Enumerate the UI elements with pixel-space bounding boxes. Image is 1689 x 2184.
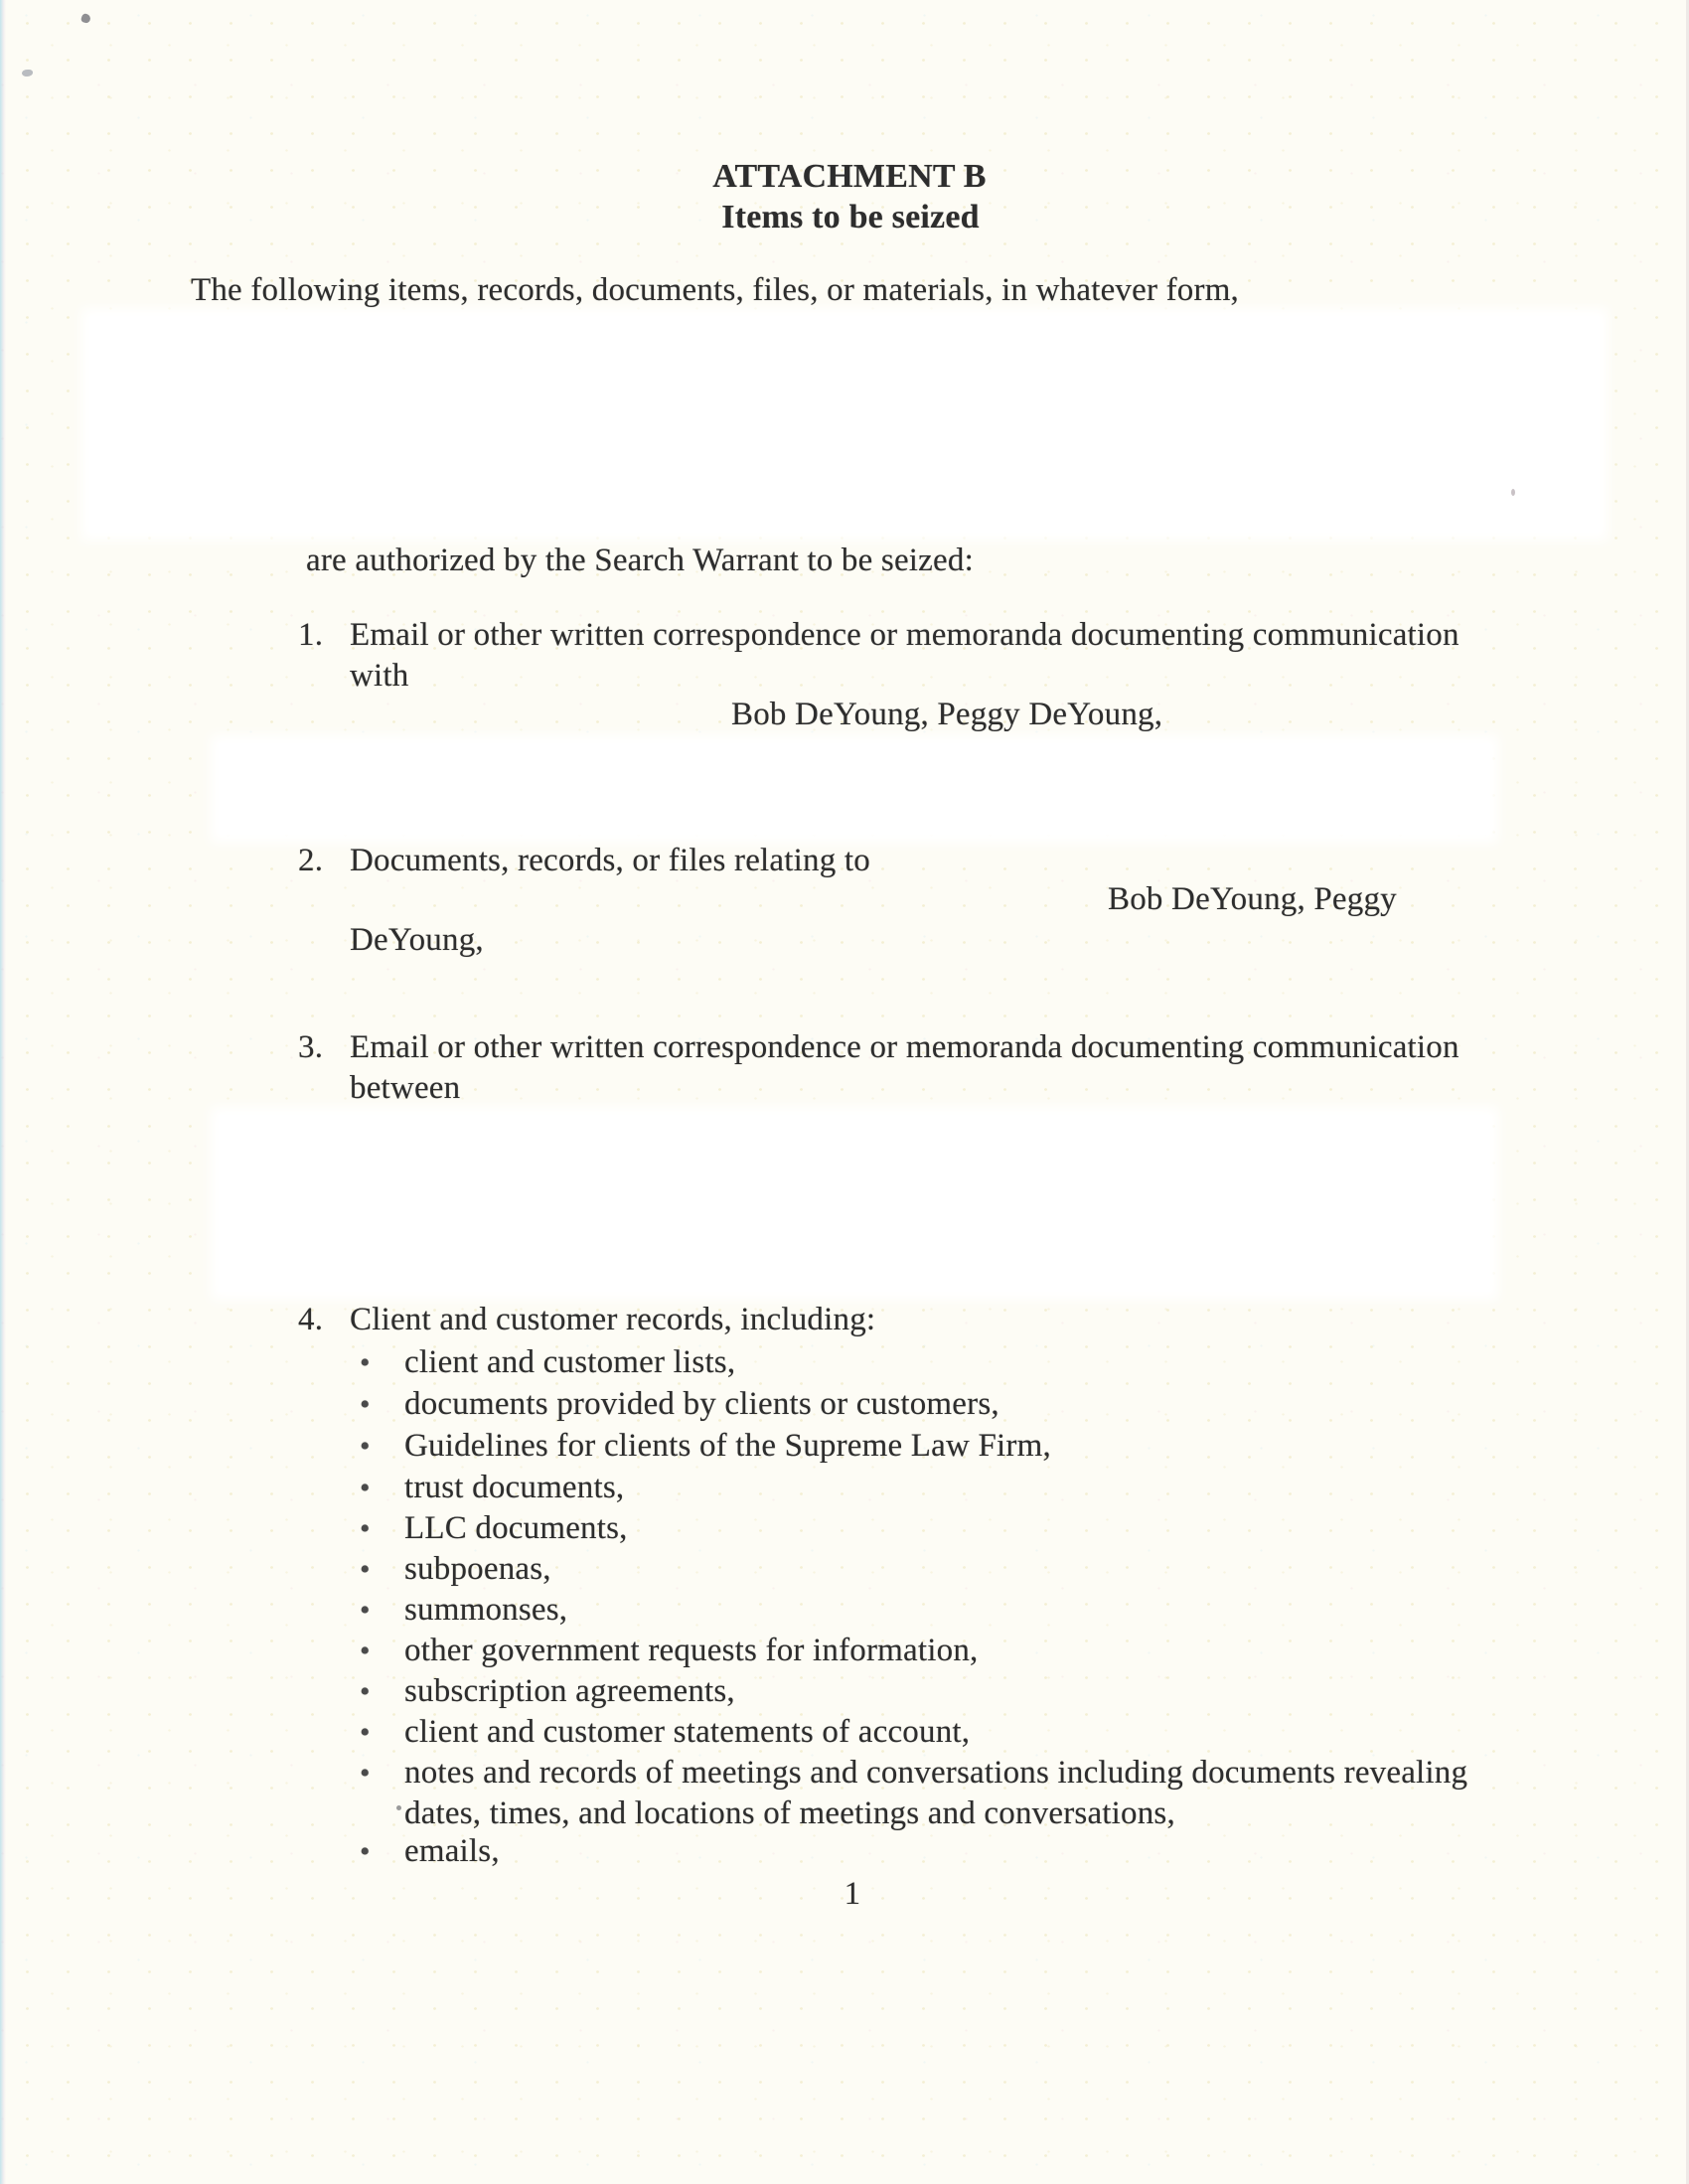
scan-speck bbox=[1511, 489, 1515, 496]
bullet-icon: • bbox=[360, 1388, 371, 1421]
redaction-area bbox=[219, 743, 1490, 835]
bullet-icon: • bbox=[360, 1716, 371, 1749]
bullet-row bbox=[360, 1712, 970, 1753]
page-number: 1 bbox=[844, 1876, 861, 1912]
redaction-area bbox=[219, 1115, 1490, 1292]
bullet-text: Guidelines for clients of the Supreme Law Firm, bbox=[404, 1428, 1051, 1464]
item-1-text-line-1: Email or other written correspondence or memoranda documenting communication bbox=[350, 617, 1459, 653]
bullet-text: notes and records of meetings and conversations including documents revealing bbox=[404, 1755, 1468, 1791]
bullet-icon: • bbox=[360, 1430, 371, 1463]
scan-speck bbox=[22, 70, 33, 77]
bullet-text: LLC documents, bbox=[404, 1510, 628, 1546]
bullet-icon: • bbox=[360, 1512, 371, 1545]
item-4-number: 4. bbox=[298, 1302, 324, 1337]
item-1-text-line-2: with bbox=[350, 658, 409, 694]
scan-speck bbox=[80, 13, 91, 24]
scan-edge-left bbox=[0, 0, 6, 2184]
bullet-row bbox=[360, 1590, 567, 1631]
bullet-icon: • bbox=[360, 1472, 371, 1504]
item-2-number: 2. bbox=[298, 843, 324, 878]
bullet-icon: • bbox=[360, 1635, 371, 1667]
item-3-text-line-2: between bbox=[350, 1070, 461, 1106]
bullet-icon: • bbox=[360, 1553, 371, 1586]
item-2-names-line-2: DeYoung, bbox=[350, 922, 484, 958]
item-1-names-line: Bob DeYoung, Peggy DeYoung, bbox=[731, 697, 1163, 732]
bullet-text: trust documents, bbox=[404, 1470, 625, 1505]
redaction-area bbox=[89, 316, 1600, 533]
bullet-row bbox=[360, 1508, 628, 1549]
bullet-text: client and customer statements of account, bbox=[404, 1714, 971, 1750]
item-4-text-line-1: Client and customer records, including: bbox=[350, 1302, 876, 1337]
intro-line: The following items, records, documents, files, or materials, in whatever form, bbox=[191, 272, 1240, 308]
bullet-text: other government requests for information, bbox=[404, 1633, 979, 1668]
bullet-icon: • bbox=[360, 1675, 371, 1708]
bullet-text: subpoenas, bbox=[404, 1551, 551, 1587]
bullet-text: emails, bbox=[404, 1833, 500, 1869]
bullet-row bbox=[360, 1549, 551, 1590]
attachment-title: ATTACHMENT B bbox=[712, 158, 987, 195]
item-1-number: 1. bbox=[298, 617, 324, 653]
bullet-icon: • bbox=[360, 1835, 371, 1868]
bullet-row bbox=[360, 1468, 624, 1508]
bullet-row bbox=[360, 1342, 735, 1383]
bullet-row bbox=[360, 1753, 1467, 1794]
bullet-row bbox=[360, 1384, 999, 1425]
bullet-row bbox=[360, 1831, 500, 1872]
attachment-subtitle: Items to be seized bbox=[721, 199, 980, 235]
bullet-text: summonses, bbox=[404, 1592, 568, 1628]
bullet-row bbox=[360, 1671, 735, 1712]
bullet-row bbox=[360, 1631, 979, 1671]
item-2-text-line-1: Documents, records, or files relating to bbox=[350, 843, 870, 878]
bullet-icon: • bbox=[360, 1594, 371, 1627]
bullet-continuation-line: dates, times, and locations of meetings and conversations, bbox=[404, 1795, 1175, 1831]
bullet-text: client and customer lists, bbox=[404, 1344, 736, 1380]
scan-speck bbox=[396, 1805, 401, 1810]
item-3-text-line-1: Email or other written correspondence or memoranda documenting communication bbox=[350, 1029, 1459, 1065]
bullet-row bbox=[360, 1426, 1051, 1467]
item-3-number: 3. bbox=[298, 1029, 324, 1065]
bullet-icon: • bbox=[360, 1757, 371, 1790]
bullet-text: documents provided by clients or customers, bbox=[404, 1386, 999, 1422]
item-2-names-line-1: Bob DeYoung, Peggy bbox=[1108, 881, 1397, 917]
authorized-line: are authorized by the Search Warrant to be seized: bbox=[306, 543, 974, 578]
bullet-text: subscription agreements, bbox=[404, 1673, 735, 1709]
bullet-icon: • bbox=[360, 1346, 371, 1379]
